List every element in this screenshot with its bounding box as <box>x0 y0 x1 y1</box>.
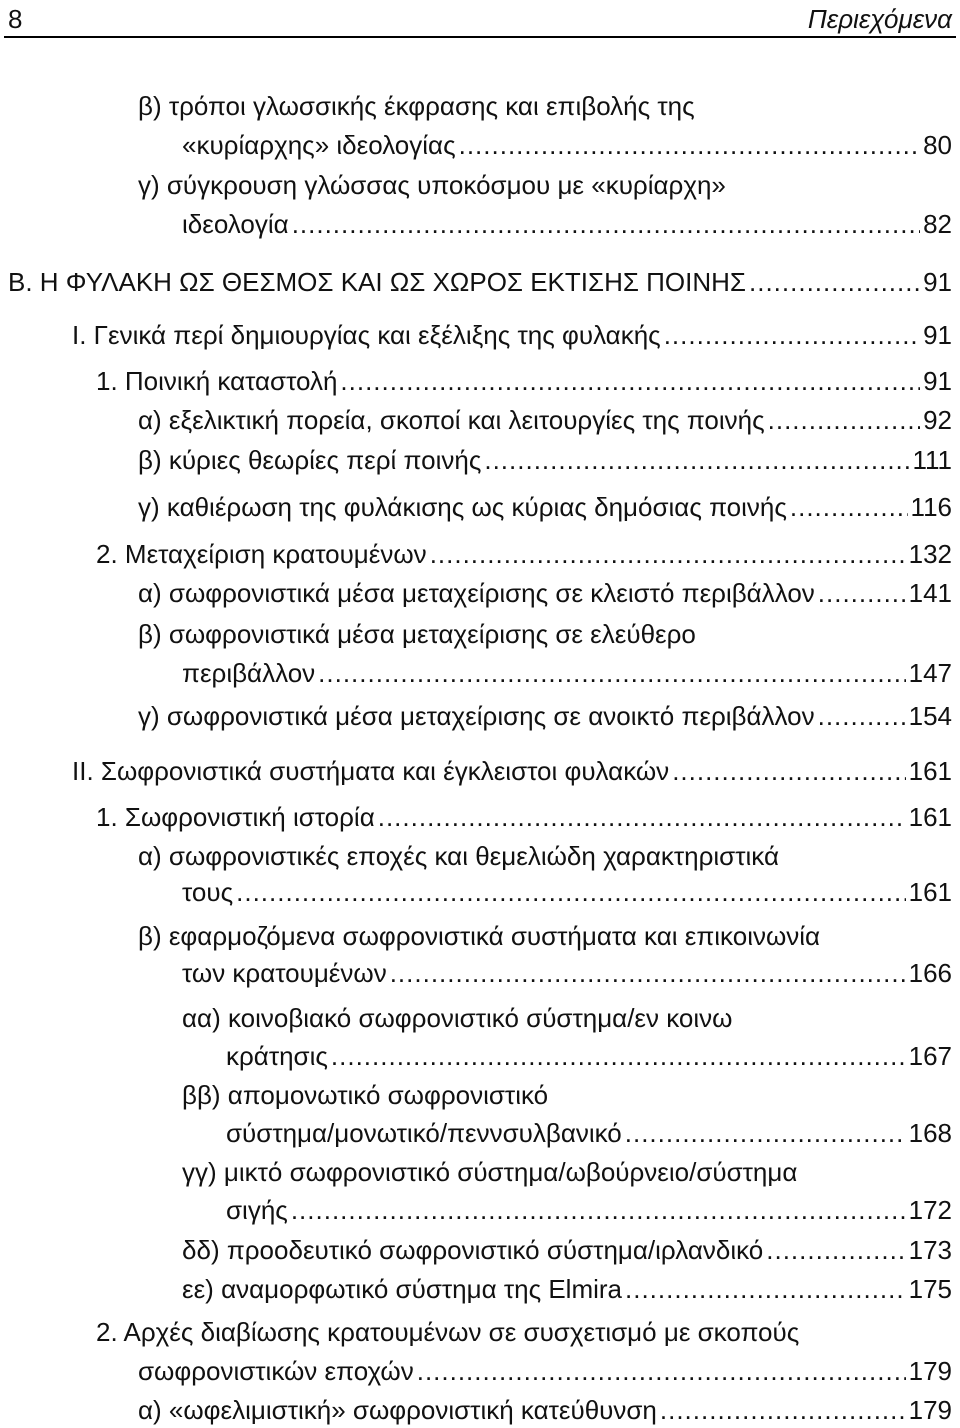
toc-page-number: 172 <box>908 1195 952 1225</box>
toc-page-number: 116 <box>910 492 952 522</box>
toc-entry-text: 1. Ποινική καταστολή <box>96 366 338 396</box>
toc-entry-text: 1. Σωφρονιστική ιστορία <box>96 802 375 832</box>
page-number: 8 <box>8 4 23 34</box>
toc-page-number: 141 <box>908 578 952 608</box>
toc-entry <box>96 799 952 835</box>
leader-dots <box>430 536 906 572</box>
toc-entry-text: περιβάλλον <box>182 658 316 688</box>
toc-entry <box>138 575 952 611</box>
toc-entry <box>182 955 952 991</box>
toc-entry-text: ββ) απομονωτικό σωφρονιστικό <box>182 1080 549 1110</box>
toc-page-number: 161 <box>908 756 952 786</box>
toc-page-number: 147 <box>908 658 952 688</box>
toc-entry-text: αα) κοινοβιακό σωφρονιστικό σύστημα/εν κοινω <box>182 1003 733 1033</box>
toc-entry-text: γ) σωφρονιστικά μέσα μεταχείρισης σε ανοικτό περιβάλλον <box>138 701 815 731</box>
leader-dots <box>749 264 920 300</box>
toc-page-number: 92 <box>923 405 952 435</box>
leader-dots <box>292 206 920 242</box>
toc-page-number: 161 <box>908 802 952 832</box>
toc-entry-text: β) κύριες θεωρίες περί ποινής <box>138 445 482 475</box>
toc-entry <box>72 753 952 789</box>
toc-entry-text: γ) καθιέρωση της φυλάκισης ως κύριας δημόσιας ποινής <box>138 492 787 522</box>
toc-entry <box>138 838 952 874</box>
toc-page-number: 166 <box>908 958 952 988</box>
toc-entry-text: σύστημα/μονωτικό/πεννσυλβανικό <box>226 1118 622 1148</box>
leader-dots <box>459 127 920 163</box>
page-header <box>0 0 960 38</box>
toc-entry-text: γγ) μικτό σωφρονιστικό σύστημα/ωβούρνειο/σύστημα <box>182 1157 798 1187</box>
toc-entry <box>226 1038 952 1074</box>
toc-page-number: 154 <box>908 701 952 731</box>
toc-page-number: 175 <box>908 1274 952 1304</box>
toc-entry <box>138 918 952 954</box>
leader-dots <box>818 698 906 734</box>
toc-entry <box>182 1000 952 1036</box>
leader-dots <box>236 874 905 910</box>
toc-entry <box>96 363 952 399</box>
leader-dots <box>766 1232 905 1268</box>
toc-entry-text: τους <box>182 877 234 907</box>
toc-entry-text: α) εξελικτική πορεία, σκοποί και λειτουργίες της ποινής <box>138 405 765 435</box>
toc-entry <box>138 442 952 478</box>
toc-page-number: 132 <box>908 539 952 569</box>
toc-entry <box>96 1314 952 1350</box>
toc-page-number: 91 <box>923 267 952 297</box>
toc-entry-text: «κυρίαρχης» ιδεολογίας <box>182 130 456 160</box>
toc-entry <box>138 402 952 438</box>
toc-entry-text: Β. Η ΦΥΛΑΚΗ ΩΣ ΘΕΣΜΟΣ ΚΑΙ ΩΣ ΧΩΡΟΣ ΕΚΤΙΣΗΣ ΠΟΙΝΗΣ <box>8 267 746 297</box>
toc-entry <box>138 616 952 652</box>
toc-entry-text: α) «ωφελιμιστική» σωφρονιστική κατεύθυνση <box>138 1395 657 1425</box>
leader-dots <box>672 753 905 789</box>
leader-dots <box>484 442 909 478</box>
toc-entry-text: β) εφαρμοζόμενα σωφρονιστικά συστήματα και επικοινωνία <box>138 921 821 951</box>
toc-entry-text: σωφρονιστικών εποχών <box>138 1356 414 1386</box>
leader-dots <box>340 363 920 399</box>
leader-dots <box>291 1192 906 1228</box>
toc-entry-text: α) σωφρονιστικά μέσα μεταχείρισης σε κλειστό περιβάλλον <box>138 578 815 608</box>
toc-page-number: 82 <box>923 209 952 239</box>
toc-entry <box>182 655 952 691</box>
leader-dots <box>331 1038 906 1074</box>
toc-entry <box>182 1077 952 1113</box>
toc-entry <box>72 317 952 353</box>
toc-entry <box>96 536 952 572</box>
leader-dots <box>378 799 906 835</box>
toc-entry <box>226 1192 952 1228</box>
toc-entry-text: ιδεολογία <box>182 209 289 239</box>
toc-page-number: 161 <box>908 877 952 907</box>
leader-dots <box>768 402 920 438</box>
toc-entry <box>138 1392 952 1428</box>
leader-dots <box>318 655 905 691</box>
toc-entry <box>182 1154 952 1190</box>
toc-page-number: 91 <box>923 320 952 350</box>
toc-entry <box>138 167 952 203</box>
leader-dots <box>625 1271 906 1307</box>
leader-dots <box>625 1115 906 1151</box>
toc-entry-text: ΙΙ. Σωφρονιστικά συστήματα και έγκλειστοι φυλακών <box>72 756 670 786</box>
toc-entry-text: 2. Μεταχείριση κρατουμένων <box>96 539 427 569</box>
toc-entry <box>182 1271 952 1307</box>
toc-page-number: 179 <box>908 1395 952 1425</box>
leader-dots <box>417 1353 906 1389</box>
toc-entry <box>138 698 952 734</box>
toc-entry-text: β) τρόποι γλωσσικής έκφρασης και επιβολής της <box>138 91 695 121</box>
toc-entry <box>138 88 952 124</box>
toc-entry-text: Ι. Γενικά περί δημιουργίας και εξέλιξης της φυλακής <box>72 320 661 350</box>
toc-entry-text: α) σωφρονιστικές εποχές και θεμελιώδη χαρακτηριστικά <box>138 841 779 871</box>
leader-dots <box>660 1392 906 1428</box>
toc-entry-text: σιγής <box>226 1195 288 1225</box>
toc-entry <box>8 264 952 300</box>
toc-entry <box>138 1353 952 1389</box>
toc-entry <box>226 1115 952 1151</box>
toc-page-number: 91 <box>923 366 952 396</box>
toc-page-number: 80 <box>923 130 952 160</box>
toc-entry <box>182 127 952 163</box>
leader-dots <box>390 955 906 991</box>
toc-entry <box>182 206 952 242</box>
toc-page-number: 167 <box>908 1041 952 1071</box>
header-rule <box>4 36 956 38</box>
leader-dots <box>664 317 920 353</box>
toc-page-number: 111 <box>912 445 952 475</box>
toc-page-number: 173 <box>908 1235 952 1265</box>
toc-entry-text: β) σωφρονιστικά μέσα μεταχείρισης σε ελεύθερο <box>138 619 696 649</box>
toc-entry-text: κράτησις <box>226 1041 328 1071</box>
leader-dots <box>790 489 908 525</box>
toc-entry <box>182 874 952 910</box>
leader-dots <box>818 575 906 611</box>
toc-page-number: 179 <box>908 1356 952 1386</box>
toc-entry <box>138 489 952 525</box>
toc-page-number: 168 <box>908 1118 952 1148</box>
toc-entry-text: δδ) προοδευτικό σωφρονιστικό σύστημα/ιρλανδικό <box>182 1235 764 1265</box>
toc-entry-text: των κρατουμένων <box>182 958 387 988</box>
toc-entry-text: 2. Αρχές διαβίωσης κρατουμένων σε συσχετισμό με σκοπούς <box>96 1317 800 1347</box>
toc-entry-text: γ) σύγκρουση γλώσσας υποκόσμου με «κυρίαρχη» <box>138 170 726 200</box>
running-title: Περιεχόμενα <box>807 4 952 34</box>
toc-entry <box>182 1232 952 1268</box>
toc-entry-text: εε) αναμορφωτικό σύστημα της Elmira <box>182 1274 622 1304</box>
